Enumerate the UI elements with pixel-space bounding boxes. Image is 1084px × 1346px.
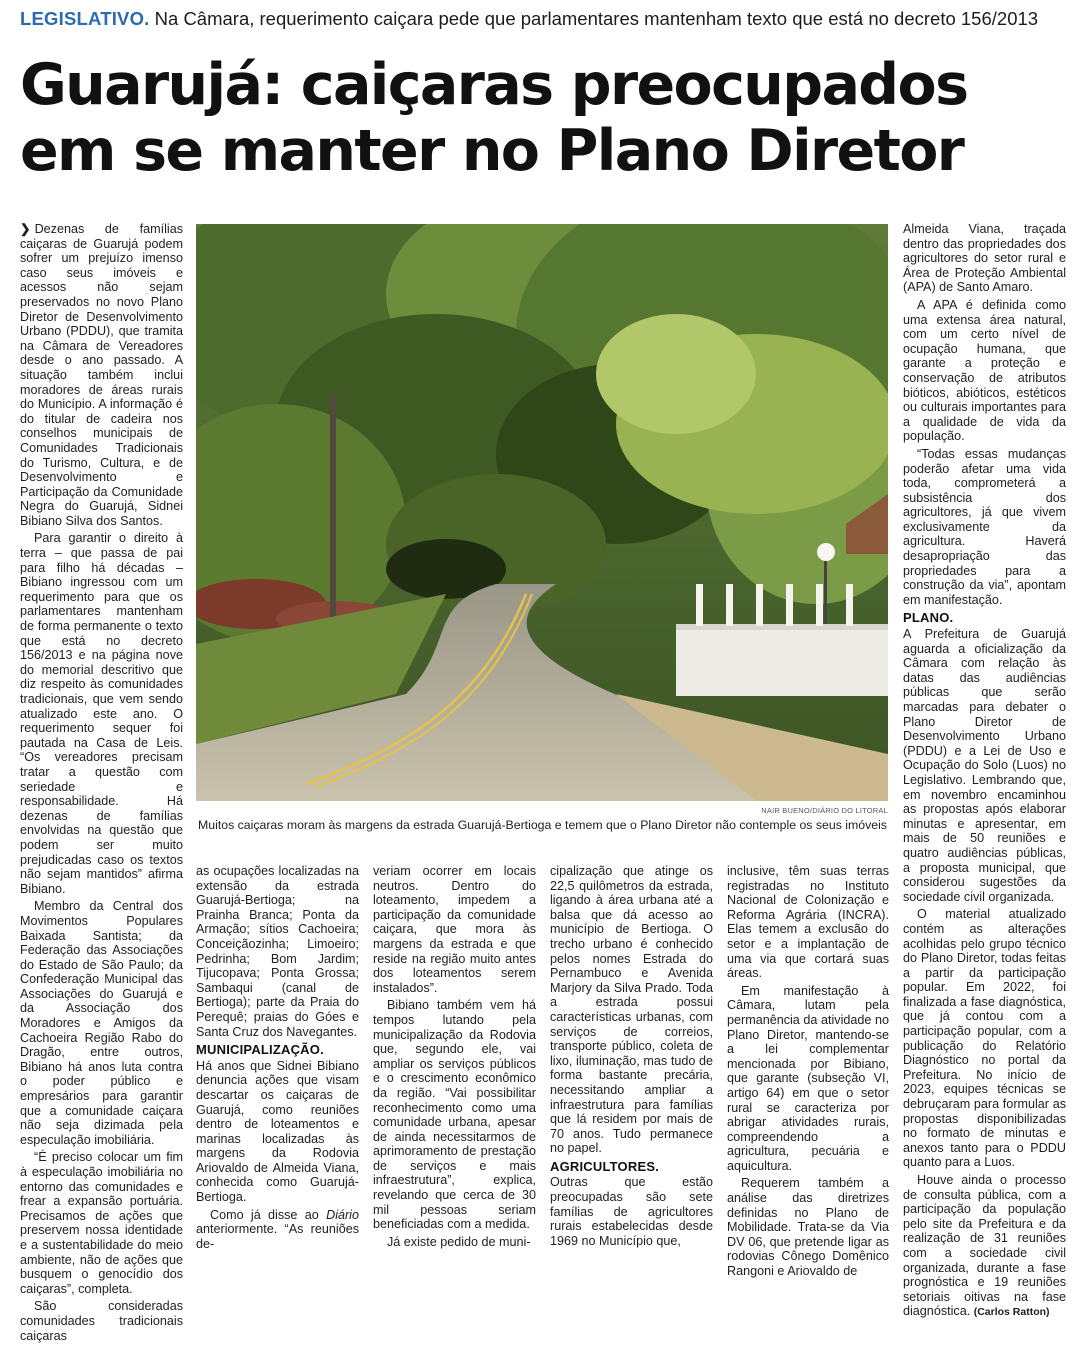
headline-line-2: em se manter no Plano Diretor (20, 118, 964, 184)
paragraph: Há anos que Sidnei Bibiano denuncia ações que visam descartar os caiçaras de Guarujá, como reuniões dentro de loteamentos e marinas localizadas às margens da Rodovia Ariovaldo de Almeida Viana, conhecida como Guarujá-Bertioga. (196, 1058, 359, 1205)
subhead-agricultores: AGRICULTORES. (550, 1158, 660, 1174)
paragraph: São consideradas comunidades tradicionais caiçaras (20, 1299, 183, 1343)
paragraph: “Todas essas mudanças poderão afetar uma vida toda, comprometerá a subsistência dos agricultores, já que vivem exclusivamente da agricultura. Haverá desapropriação das propriedades para a construção da via”, apontam em manifestação. (903, 446, 1066, 607)
photo-caption: Muitos caiçaras moram às margens da estrada Guarujá-Bertioga e temem que o Plano Diretor não contemple os seus imóveis (198, 818, 887, 832)
kicker (20, 6, 1070, 32)
subhead-municipalizacao: MUNICIPALIZAÇÃO. (196, 1042, 324, 1058)
article-column-2 (196, 864, 359, 1254)
article-column-4 (550, 864, 713, 1251)
road-photo (196, 224, 888, 801)
newspaper-name: Diário (326, 1207, 359, 1222)
photo-credit: NAIR BUENO/DIÁRIO DO LITORAL (761, 806, 888, 815)
paragraph: “É preciso colocar um fim à especulação imobiliária no entorno das comunidades e frear a expansão portuária. Precisamos de ações que preservem nossa identidade e a sustentabilidade do meio ambiente, não de ações que busquem o genocídio dos caiçaras”, completa. (20, 1150, 183, 1296)
headline (20, 52, 1070, 184)
paragraph-text: Houve ainda o processo de consulta pública, com a participação da população pelo site da Prefeitura e da realização de 31 reuniões com a sociedade civil organizada, durante a fase prognóstica e 19 reuniões setoriais oitivas na fase diagnóstica. (903, 1173, 1066, 1319)
paragraph: veriam ocorrer em locais neutros. Dentro do loteamento, impedem a participação da comunidade caiçara, que mora às margens da estrada e que reside na região muito antes dos loteamentos serem instalados”. (373, 864, 536, 995)
paragraph: Outras que estão preocupadas são sete famílias de agricultores rurais estabelecidas desde 1969 no Município que, (550, 1175, 713, 1248)
paragraph-text: Dezenas de famílias caiçaras de Guarujá podem sofrer um prejuízo imenso caso seus imóveis e acessos não sejam preservados no novo Plano Diretor de Desenvolvimento Urbano (PDDU), que tramita na Câmara de Vereadores desde o ano passado. A situação também inclui moradores de áreas rurais do Município. A informação é do titular de cadeira nos conselhos municipais de Comunidades Tradicionais do Turismo, Cultura, e de Desenvolvimento e Participação da Comunidade Negra do Guarujá, Sidnei Bibiano Silva dos Santos. (20, 222, 183, 528)
section-tag: LEGISLATIVO. (20, 8, 150, 29)
paragraph-text: Como já disse ao (210, 1207, 327, 1222)
subhead-plano: PLANO. (903, 610, 954, 626)
paragraph: Almeida Viana, traçada dentro das propriedades dos agricultores do setor rural e Área de Proteção Ambiental (APA) de Santo Amaro. (903, 222, 1066, 295)
paragraph: as ocupações localizadas na extensão da estrada Guarujá-Bertioga; na Prainha Branca; Ponta da Armação; sítios Cachoeira; Conceiçãozinha; Limoeiro; Pedrinha; Bom Jardim; Tijucopava; Ponta Grossa; Sambaqui (canal de Bertioga); parte da Praia do Perequê; praias do Góes e Santa Cruz dos Navegantes. (196, 864, 359, 1039)
paragraph: Já existe pedido de muni- (387, 1234, 531, 1249)
article-column-5 (727, 864, 889, 1282)
paragraph: Membro da Central dos Movimentos Populares Baixada Santista; da Federação das Associações do Estado de São Paulo; da Confederação Municipal das Associações do Guarujá e da Associação dos Moradores e Amigos da Cachoeira Região Rabo do Dragão, entre outros, Bibiano há anos luta contra o poder público e empresários para garantir que a comunidade caiçara não seja dizimada pela especulação imobiliária. (20, 899, 183, 1147)
paragraph: inclusive, têm suas terras registradas no Instituto Nacional de Colonização e Reforma Agrária (INCRA). Elas temem a exclusão do setor e a implantação de uma via que cortará suas áreas. (727, 864, 889, 981)
paragraph: Bibiano também vem há tempos lutando pela municipalização da Rodovia que, segundo ele, vai ampliar os serviços públicos e o crescimento econômico da região. “Vai possibilitar reconhecimento como uma comunidade urbana, apesar de ainda necessitarmos de aprimoramento de prestação de serviços e mais infraestrutura”, explica, revelando que cerca de 30 mil pessoas seriam beneficiadas com a medida. (373, 998, 536, 1232)
paragraph: Para garantir o direito à terra – que passa de pai para filho há décadas – Bibiano ingressou com um requerimento para que os parlamentares mantenham de forma permanente o texto que está no decreto 156/2013 e na página nove do memorial descritivo que diz respeito às comunidades tradicionais, que vem sendo atualizado este ano. O requerimento sequer foi pautada na Casa de Leis. “Os vereadores precisam tratar a questão com seriedade e responsabilidade. Há dezenas de famílias envolvidas na questão que podem ser muito prejudicadas caso os textos não sejam mantidos” afirma Bibiano. (20, 531, 183, 896)
chevron-right-icon: ❯ (20, 222, 31, 236)
byline: (Carlos Ratton) (973, 1306, 1050, 1319)
paragraph: A Prefeitura de Guarujá aguarda a oficialização da Câmara com relação às datas das audiências públicas que serão marcadas para debater o Plano Diretor de Desenvolvimento Urbano (PDDU) e a Lei de Uso e Ocupação do Solo (Luos) no Legislativo. Lembrando que, em novembro encaminhou as propostas após elaborar minutas e apresentar, em mais de 50 reuniões e quatro audiências públicas, a proposta municipal, que considerou sugestões da sociedade civil organizada. (903, 627, 1066, 904)
paragraph: Em manifestação à Câmara, lutam pela permanência da atividade no Plano Diretor, mantendo-se a lei complementar mencionada por Bibiano, que garante (subseção VI, artigo 64) em que o setor rural se caracteriza por abrigar atividades rurais, compreendendo a agricultura, pecuária e aquicultura. (727, 983, 889, 1173)
paragraph-text: anteriormente. “As reuniões de- (196, 1222, 359, 1251)
paragraph (20, 222, 183, 528)
paragraph: A APA é definida como uma extensa área natural, com um certo nível de ocupação humana, que garante a proteção e conservação de atributos bióticos, abióticos, estéticos ou culturais importantes para a qualidade de vida da população. (903, 297, 1066, 444)
road-photo-illustration (196, 224, 888, 801)
paragraph (903, 1173, 1066, 1320)
paragraph: Requerem também a análise das diretrizes definidas no Plano de Mobilidade. Trata-se da Via DV 06, que pretende ligar as rodovias Cônego Domênico Rangoni e Ariovaldo de (727, 1176, 889, 1279)
headline-line-1: Guarujá: caiçaras preocupados (20, 52, 968, 118)
article-column-3 (373, 864, 536, 1252)
paragraph: O material atualizado contém as alterações acolhidas pelo grupo técnico do Plano Diretor, todas feitas a partir da participação popular. Em 2022, foi finalizada a fase diagnóstica, que já contou com a participação popular, com a publicação do Relatório Diagnóstico no portal da Prefeitura. No início de 2023, equipes técnicas se debruçaram para formular as propostas disponibilizadas no formato de minutas e anexos tanto para o PDDU quanto para a Luos. (903, 907, 1066, 1170)
paragraph: cipalização que atinge os 22,5 quilômetros da estrada, ligando à área urbana até a balsa que dá acesso ao município de Bertioga. O trecho urbano é conhecido pelos nomes Estrada do Pernambuco e Avenida Marjory da Silva Prado. Toda a estrada possui características urbanas, com serviços de correios, transporte público, coleta de lixo, iluminação, mas tudo de forma bastante precária, necessitando ampliar a infraestrutura para famílias que lá residem por mais de 70 anos. Tudo permanece no papel. (550, 864, 713, 1156)
kicker-subtitle: Na Câmara, requerimento caiçara pede que parlamentares mantenham texto que está no decreto 156/2013 (154, 8, 1039, 29)
article-column-1 (20, 222, 183, 1346)
article-column-6 (903, 222, 1066, 1323)
